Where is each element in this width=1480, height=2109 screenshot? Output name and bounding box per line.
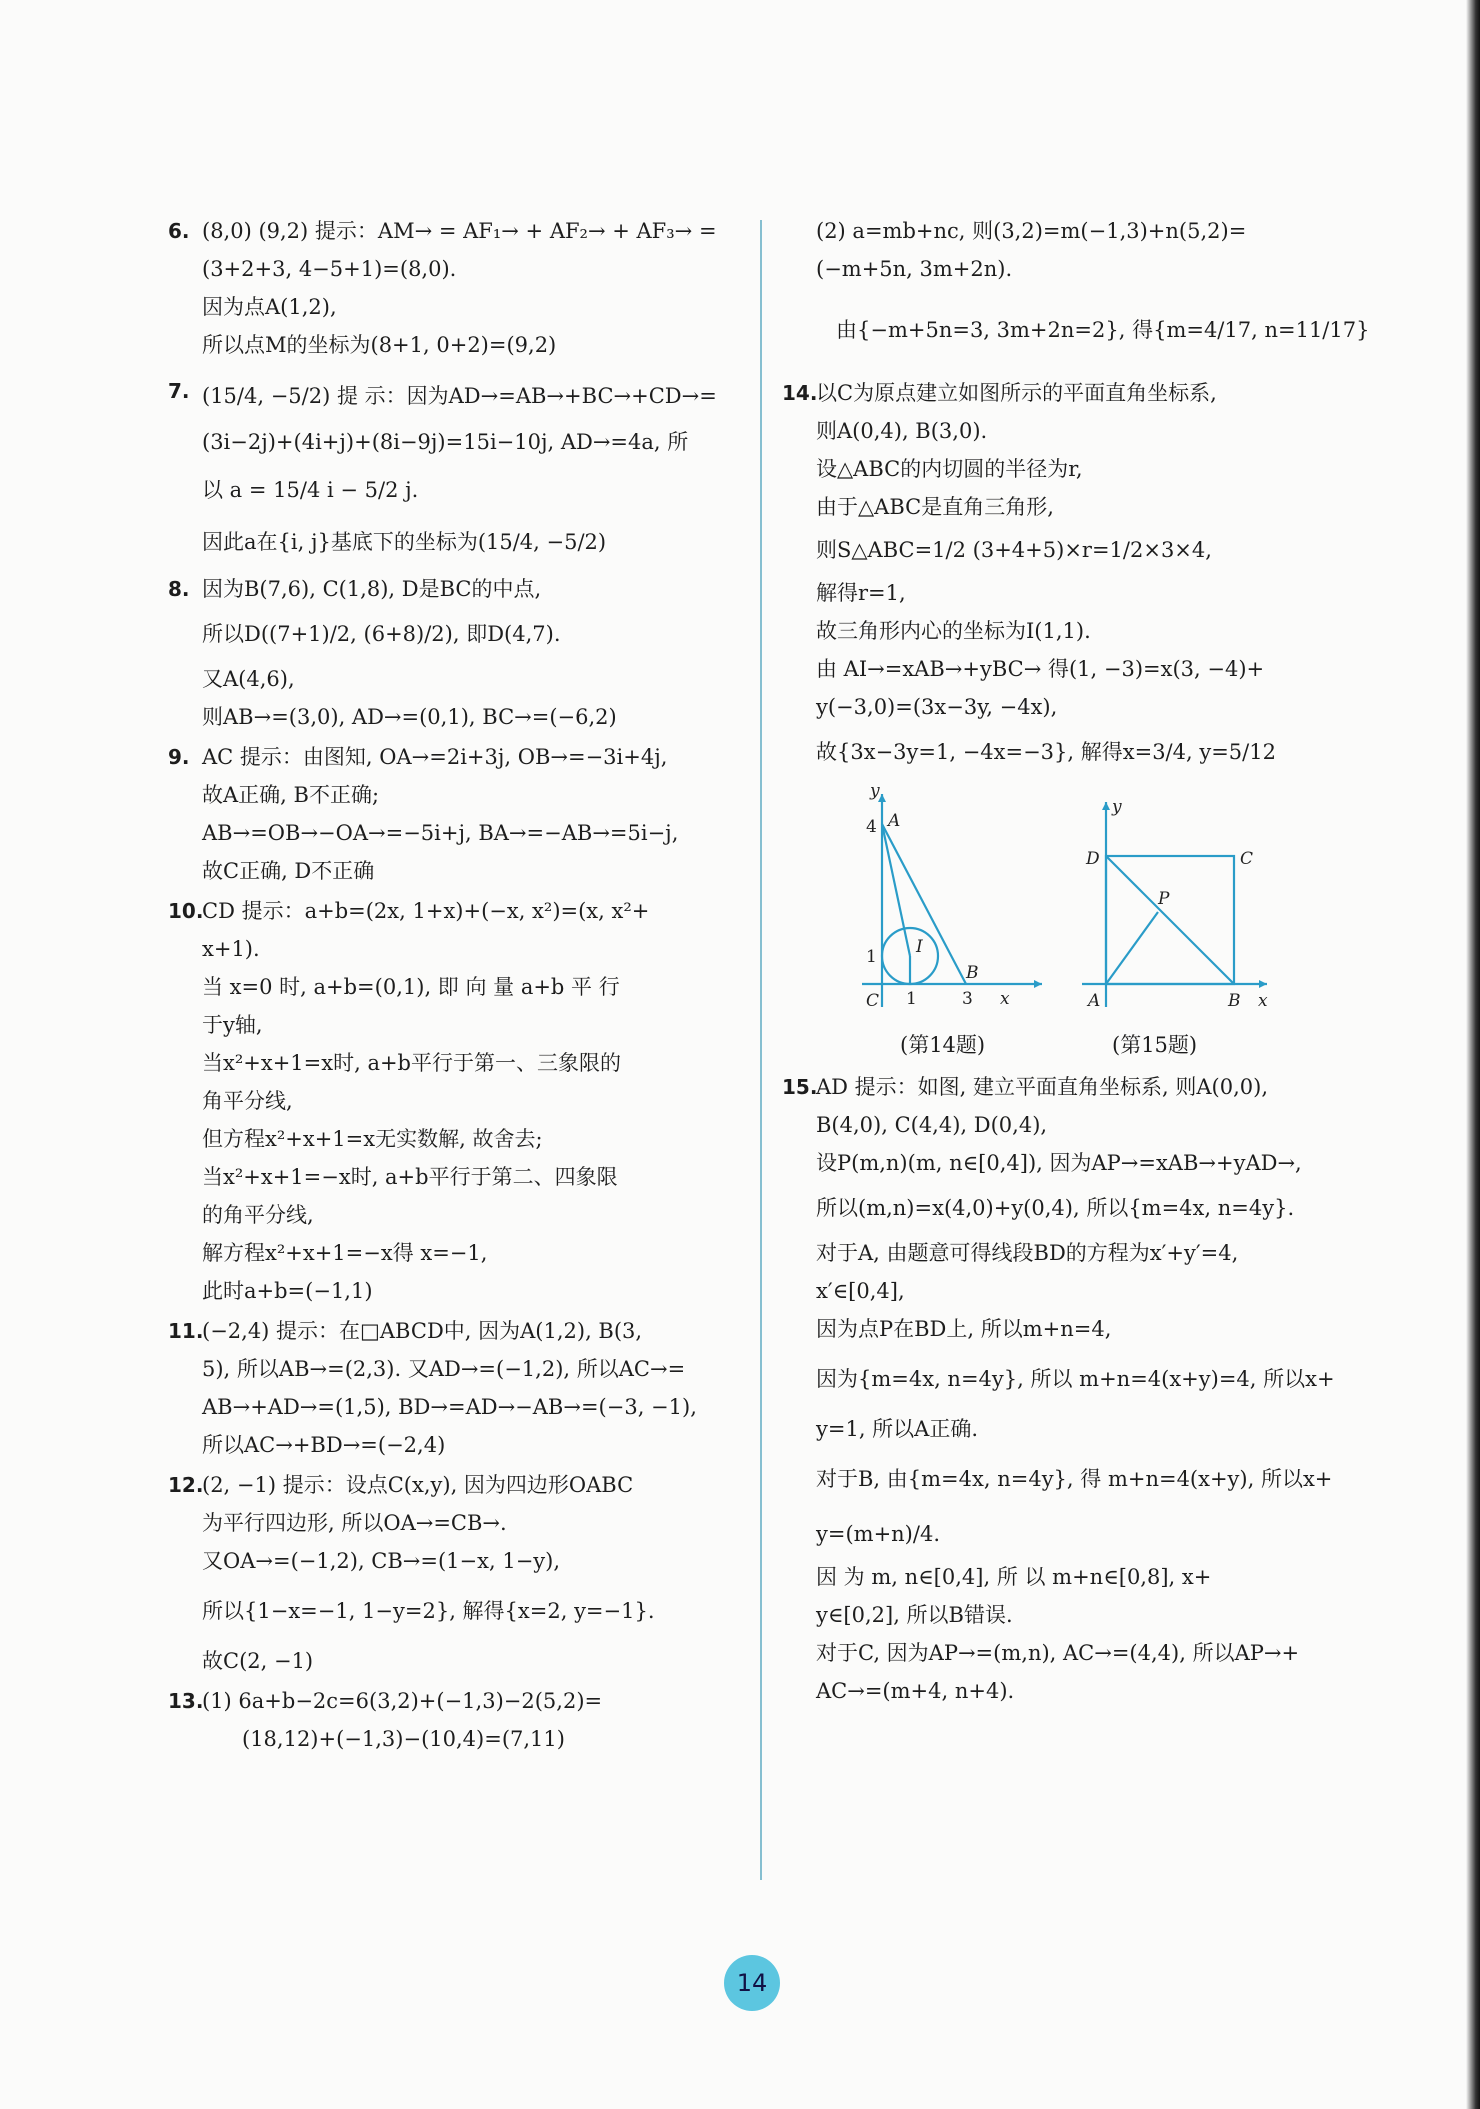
point-A-label: A	[1088, 991, 1101, 1011]
figure-15	[1072, 782, 1272, 1022]
answer-line: 为平行四边形, 所以OA→=CB→.	[202, 1511, 507, 1535]
answer-line: 以C为原点建立如图所示的平面直角坐标系,	[816, 381, 1217, 405]
question-number: 12.	[168, 1473, 204, 1497]
answer-line: 对于B, 由{m=4x, n=4y}, 得 m+n=4(x+y), 所以x+	[816, 1467, 1333, 1491]
answer-line: B(4,0), C(4,4), D(0,4),	[816, 1113, 1048, 1137]
answer-line: y=(m+n)/4.	[816, 1522, 940, 1546]
answer-line: 因为B(7,6), C(1,8), D是BC的中点,	[202, 577, 542, 601]
answer-line: y=1, 所以A正确.	[816, 1417, 979, 1441]
answer-line: 解方程x²+x+1=−x得 x=−1,	[202, 1241, 488, 1265]
answer-line: 故三角形内心的坐标为I(1,1).	[816, 619, 1091, 643]
page-edge-shadow	[1466, 0, 1480, 2109]
point-P-label: P	[1158, 889, 1170, 909]
column-divider	[760, 220, 762, 1880]
answer-line: 以 a = 15/4 i − 5/2 j.	[202, 478, 419, 502]
answer-line: 因此a在{i, j}基底下的坐标为(15/4, −5/2)	[202, 530, 607, 554]
tick-4: 4	[866, 817, 877, 837]
answer-line: 由于△ABC是直角三角形,	[816, 495, 1054, 519]
question-number: 15.	[782, 1075, 818, 1099]
answer-line: 因为点A(1,2),	[202, 295, 337, 319]
axis-x-label: x	[1258, 991, 1268, 1011]
answer-line: 解得r=1,	[816, 581, 906, 605]
answer-line: 所以{1−x=−1, 1−y=2}, 解得{x=2, y=−1}.	[202, 1599, 655, 1623]
answer-line: (2) a=mb+nc, 则(3,2)=m(−1,3)+n(5,2)=	[816, 219, 1247, 243]
answer-line: 所以AC→+BD→=(−2,4)	[202, 1433, 446, 1457]
figure-14	[852, 782, 1052, 1022]
answer-line: y∈[0,2], 所以B错误.	[816, 1603, 1013, 1627]
answer-line: 由 AI→=xAB→+yBC→ 得(1, −3)=x(3, −4)+	[816, 657, 1265, 681]
answer-line: 角平分线,	[202, 1089, 293, 1113]
answer-line: 当x²+x+1=x时, a+b平行于第一、三象限的	[202, 1051, 622, 1075]
answer-line: 则AB→=(3,0), AD→=(0,1), BC→=(−6,2)	[202, 705, 617, 729]
question-number: 6.	[168, 219, 190, 243]
answer-line: AC 提示：由图知, OA→=2i+3j, OB→=−3i+4j,	[202, 745, 668, 769]
answer-line: 则A(0,4), B(3,0).	[816, 419, 988, 443]
answer-13	[168, 1682, 738, 1758]
answer-15	[782, 1068, 1342, 1710]
answer-line: (3+2+3, 4−5+1)=(8,0).	[202, 257, 457, 281]
answer-line: 因 为 m, n∈[0,4], 所 以 m+n∈[0,8], x+	[816, 1565, 1212, 1589]
answer-line: (2, −1) 提示：设点C(x,y), 因为四边形OABC	[202, 1473, 634, 1497]
answer-line: (8,0) (9,2) 提示：AM→ = AF₁→ + AF₂→ + AF₃→ =	[202, 219, 717, 243]
answer-line: 故{3x−3y=1, −4x=−3}, 解得x=3/4, y=5/12	[816, 740, 1276, 764]
point-D-label: D	[1086, 849, 1100, 869]
answer-line: 故C(2, −1)	[202, 1649, 314, 1673]
answer-line: 设△ABC的内切圆的半径为r,	[816, 457, 1083, 481]
tick-1-x: 1	[906, 989, 917, 1009]
point-A-label: A	[888, 811, 901, 831]
answer-line: 的角平分线,	[202, 1203, 314, 1227]
answer-line: (−m+5n, 3m+2n).	[816, 257, 1013, 281]
answer-line: 当x²+x+1=−x时, a+b平行于第二、四象限	[202, 1165, 618, 1189]
answer-line: x+1).	[202, 937, 260, 961]
question-number: 13.	[168, 1689, 204, 1713]
answer-10	[168, 892, 738, 1310]
answer-11	[168, 1312, 738, 1464]
answer-line: 又A(4,6),	[202, 667, 295, 691]
answer-line: y(−3,0)=(3x−3y, −4x),	[816, 695, 1058, 719]
answer-12	[168, 1466, 738, 1680]
answer-line: 设P(m,n)(m, n∈[0,4]), 因为AP→=xAB→+yAD→,	[816, 1151, 1302, 1175]
question-number: 10.	[168, 899, 204, 923]
left-column	[168, 212, 738, 1758]
right-column	[782, 212, 1370, 1710]
answer-line: x′∈[0,4],	[816, 1279, 905, 1303]
answer-13-part-2	[782, 212, 1370, 372]
answer-line: 则S△ABC=1/2 (3+4+5)×r=1/2×3×4,	[816, 538, 1212, 562]
answer-line: AD 提示：如图, 建立平面直角坐标系, 则A(0,0),	[816, 1075, 1269, 1099]
answer-line: 因为点P在BD上, 所以m+n=4,	[816, 1317, 1112, 1341]
answer-line: 由{−m+5n=3, 3m+2n=2}, 得{m=4/17, n=11/17}	[836, 318, 1370, 342]
answer-line: 因为{m=4x, n=4y}, 所以 m+n=4(x+y)=4, 所以x+	[816, 1367, 1335, 1391]
answer-line: 但方程x²+x+1=x无实数解, 故舍去;	[202, 1127, 543, 1151]
answer-line: 此时a+b=(−1,1)	[202, 1279, 373, 1303]
answer-line: 故C正确, D不正确	[202, 859, 375, 883]
answer-line: 所以(m,n)=x(4,0)+y(0,4), 所以{m=4x, n=4y}.	[816, 1196, 1295, 1220]
answer-line: (18,12)+(−1,3)−(10,4)=(7,11)	[242, 1727, 565, 1751]
point-C-label: C	[1240, 849, 1254, 869]
answer-line: 所以点M的坐标为(8+1, 0+2)=(9,2)	[202, 333, 557, 357]
answer-line: AB→=OB→−OA→=−5i+j, BA→=−AB→=5i−j,	[202, 821, 679, 845]
answer-line: (15/4, −5/2) 提 示：因为AD→=AB→+BC→+CD→=	[202, 384, 717, 408]
point-B-label: B	[966, 963, 979, 983]
answer-6	[168, 212, 738, 364]
answer-line: 所以D((7+1)/2, (6+8)/2), 即D(4,7).	[202, 622, 561, 646]
point-B-label: B	[1228, 991, 1241, 1011]
answer-line: (1) 6a+b−2c=6(3,2)+(−1,3)−2(5,2)=	[202, 1689, 603, 1713]
question-number: 14.	[782, 381, 818, 405]
axis-x-label: x	[1000, 989, 1010, 1009]
answer-line: 对于A, 由题意可得线段BD的方程为x′+y′=4,	[816, 1241, 1239, 1265]
point-C-label: C	[866, 991, 880, 1011]
answer-line: CD 提示：a+b=(2x, 1+x)+(−x, x²)=(x, x²+	[202, 899, 650, 923]
figure-14-caption: (第14题)	[900, 1033, 986, 1057]
answer-line: 又OA→=(−1,2), CB→=(1−x, 1−y),	[202, 1549, 561, 1573]
figure-15-caption: (第15题)	[1112, 1033, 1198, 1057]
answer-line: AB→+AD→=(1,5), BD→=AD→−AB→=(−3, −1),	[202, 1395, 697, 1419]
tick-1-y: 1	[866, 947, 877, 967]
question-number: 9.	[168, 745, 190, 769]
page-number-badge: 14	[724, 1955, 780, 2011]
axis-y-label: y	[870, 782, 880, 801]
answer-line: 5), 所以AB→=(2,3). 又AD→=(−1,2), 所以AC→=	[202, 1357, 686, 1381]
figures-row	[812, 782, 1342, 1062]
answer-7	[168, 372, 738, 568]
answer-line: (3i−2j)+(4i+j)+(8i−9j)=15i−10j, AD→=4a, 所	[202, 430, 689, 454]
answer-line: 故A正确, B不正确;	[202, 783, 380, 807]
answer-line: 对于C, 因为AP→=(m,n), AC→=(4,4), 所以AP→+	[816, 1641, 1300, 1665]
answer-9	[168, 738, 738, 890]
question-number: 8.	[168, 577, 190, 601]
answer-line: 当 x=0 时, a+b=(0,1), 即 向 量 a+b 平 行	[202, 975, 620, 999]
point-I-label: I	[916, 937, 923, 957]
answer-8	[168, 570, 738, 736]
question-number: 7.	[168, 379, 190, 403]
answer-14	[782, 374, 1342, 778]
answer-line: (−2,4) 提示：在□ABCD中, 因为A(1,2), B(3,	[202, 1319, 643, 1343]
answer-line: 于y轴,	[202, 1013, 263, 1037]
answer-line: AC→=(m+4, n+4).	[816, 1679, 1015, 1703]
tick-3: 3	[962, 989, 973, 1009]
axis-y-label: y	[1112, 797, 1122, 817]
question-number: 11.	[168, 1319, 204, 1343]
